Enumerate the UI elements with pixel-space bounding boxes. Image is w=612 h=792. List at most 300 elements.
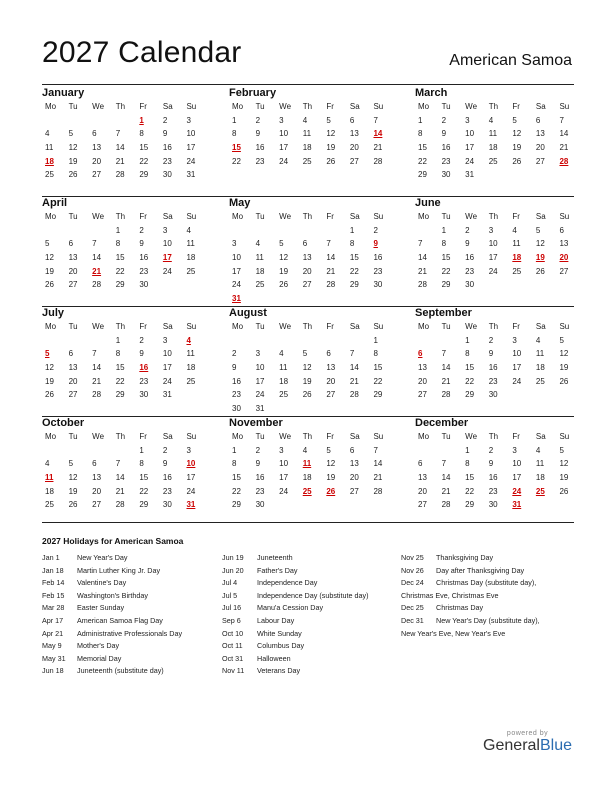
day-cell: 3 [186, 115, 191, 125]
day-cell: 20 [326, 376, 336, 386]
month-february [229, 86, 394, 168]
month-name: July [42, 307, 65, 319]
day-cell: 27 [349, 156, 359, 166]
weekday-label: Su [186, 322, 197, 331]
day-cell: 30 [255, 500, 265, 510]
weekday-label: Mo [45, 322, 57, 331]
day-cell: 14 [349, 363, 359, 373]
week-row [229, 457, 394, 471]
week-row [42, 334, 207, 348]
holiday-name: Independence Day (substitute day) [257, 590, 369, 600]
day-cell: 16 [441, 143, 451, 153]
day-cell: 10 [255, 363, 265, 373]
day-cell: 26 [559, 486, 569, 496]
day-cell: 24 [186, 486, 196, 496]
week-row [42, 498, 207, 512]
day-cell: 30 [162, 170, 172, 180]
holiday-date: Feb 14 [42, 578, 65, 588]
day-cell: 25 [535, 376, 545, 386]
day-cell: 21 [92, 376, 102, 386]
holiday-date: Jul 16 [222, 603, 242, 613]
day-cell: 7 [559, 115, 564, 125]
day-cell: 25 [302, 156, 312, 166]
holiday-day-cell: 11 [45, 473, 54, 483]
day-cell: 29 [441, 280, 451, 290]
week-row [229, 155, 394, 169]
weekday-label: Tu [441, 432, 451, 441]
week-row [415, 498, 580, 512]
month-name: October [42, 417, 85, 429]
day-cell: 14 [115, 143, 125, 153]
day-cell: 8 [349, 239, 355, 249]
weekday-label: Tu [68, 322, 78, 331]
day-cell: 20 [418, 486, 427, 496]
week-row [42, 278, 207, 292]
day-cell: 21 [373, 143, 383, 153]
day-cell: 20 [302, 266, 312, 276]
day-cell: 5 [559, 445, 564, 455]
weekday-label: We [465, 432, 478, 441]
week-row [42, 127, 207, 141]
holiday-item [42, 628, 182, 641]
week-row [42, 114, 207, 128]
holiday-date: Jan 1 [42, 553, 60, 562]
weekday-label: Fr [512, 322, 520, 331]
day-cell: 7 [373, 115, 378, 125]
day-cell [113, 114, 137, 128]
day-cell: 21 [441, 486, 451, 496]
month-january [42, 86, 207, 182]
day-cell: 17 [279, 473, 289, 483]
day-cell: 1 [115, 225, 121, 235]
day-cell [415, 444, 439, 458]
day-cell: 14 [115, 473, 125, 483]
day-cell: 21 [115, 486, 125, 496]
holiday-name: Columbus Day [257, 641, 305, 651]
day-cell: 1 [465, 335, 470, 345]
day-cell: 24 [279, 486, 289, 496]
week-row [415, 388, 580, 402]
day-cell: 29 [418, 170, 427, 180]
weekday-label: Su [373, 212, 384, 221]
day-cell [347, 334, 371, 348]
day-cell: 25 [45, 500, 54, 510]
week-row [42, 224, 207, 238]
day-cell: 30 [162, 500, 172, 510]
day-cell: 24 [512, 376, 522, 386]
week-row [415, 278, 580, 292]
holiday-item [42, 615, 182, 628]
row-divider [42, 522, 574, 523]
weekday-label: Fr [326, 102, 334, 111]
holiday-list [42, 536, 582, 676]
weekday-label: Su [559, 322, 570, 331]
day-cell [323, 224, 347, 238]
day-cell: 25 [512, 266, 522, 276]
week-row [415, 334, 580, 348]
weekday-label: Tu [441, 322, 451, 331]
day-cell: 18 [186, 363, 196, 373]
day-cell: 12 [45, 363, 54, 373]
day-cell: 11 [488, 129, 498, 139]
day-cell: 22 [139, 156, 149, 166]
day-cell: 2 [162, 445, 168, 455]
weekday-label: Mo [418, 432, 430, 441]
day-cell: 27 [68, 280, 78, 290]
holiday-item [222, 577, 368, 590]
weekday-label: Mo [418, 102, 430, 111]
holiday-date: Apr 17 [42, 615, 64, 625]
month-name: June [415, 197, 441, 209]
day-cell: 8 [441, 239, 447, 249]
day-cell: 2 [139, 335, 144, 345]
day-cell: 16 [488, 473, 498, 483]
day-cell [300, 498, 324, 512]
holiday-item [222, 653, 368, 666]
day-cell: 27 [349, 486, 359, 496]
day-cell: 15 [418, 143, 427, 153]
day-cell [509, 168, 533, 182]
week-row [415, 127, 580, 141]
holiday-item [222, 640, 368, 653]
week-row [415, 168, 580, 182]
holiday-day-cell: 24 [512, 486, 522, 496]
day-cell: 15 [373, 363, 383, 373]
week-row [415, 237, 580, 251]
holiday-day-cell: 25 [302, 486, 312, 496]
day-cell: 8 [232, 129, 237, 139]
day-cell: 11 [255, 253, 264, 263]
day-cell: 25 [255, 280, 265, 290]
day-cell [42, 444, 66, 458]
day-cell: 3 [279, 445, 284, 455]
day-cell: 25 [186, 376, 196, 386]
weekday-header [42, 210, 207, 224]
holiday-date: Nov 26 [401, 565, 424, 575]
weekday-label: Mo [45, 102, 57, 111]
day-cell: 11 [186, 239, 195, 249]
holiday-item [42, 565, 182, 578]
holiday-name: New Year's Day [77, 553, 128, 562]
holiday-item [222, 565, 368, 578]
weekday-label: Mo [418, 212, 430, 221]
weekday-label: Su [186, 102, 197, 111]
weekday-label: We [465, 322, 478, 331]
week-row [229, 114, 394, 128]
weekday-label: Tu [255, 322, 265, 331]
weekday-label: Sa [349, 432, 360, 441]
day-cell: 28 [418, 280, 427, 290]
weekday-label: Mo [45, 432, 57, 441]
day-cell: 29 [115, 280, 125, 290]
holiday-date: May 31 [42, 653, 66, 663]
day-cell: 23 [139, 266, 149, 276]
day-cell: 28 [349, 390, 359, 400]
weekday-label: Th [488, 322, 499, 331]
holiday-day-cell: 16 [139, 363, 149, 373]
holiday-name: Father's Day [257, 565, 298, 575]
holiday-name: American Samoa Flag Day [77, 615, 163, 625]
week-row [42, 388, 207, 402]
weekday-label: Th [115, 212, 126, 221]
day-cell [533, 278, 557, 292]
weekday-label: We [92, 432, 105, 441]
weekday-label: Sa [349, 102, 360, 111]
holiday-date: Oct 31 [222, 653, 244, 663]
month-may [229, 196, 394, 306]
day-cell: 27 [302, 280, 312, 290]
month-april [42, 196, 207, 292]
day-cell: 3 [186, 445, 191, 455]
day-cell: 3 [279, 115, 284, 125]
day-cell: 5 [326, 115, 331, 125]
week-row [42, 265, 207, 279]
weekday-label: Mo [232, 322, 244, 331]
holiday-name: Valentine's Day [77, 578, 127, 588]
day-cell: 17 [488, 253, 498, 263]
day-cell: 2 [488, 445, 494, 455]
day-cell: 13 [68, 363, 78, 373]
day-cell: 1 [373, 335, 378, 345]
holiday-day-cell: 19 [535, 253, 545, 263]
day-cell: 7 [115, 459, 121, 469]
day-cell: 22 [418, 156, 427, 166]
day-cell [556, 388, 580, 402]
day-cell: 16 [162, 473, 172, 483]
day-cell: 2 [162, 115, 168, 125]
holiday-name: Easter Sunday [77, 603, 125, 613]
weekday-label: Th [302, 212, 313, 221]
day-cell [556, 498, 580, 512]
holiday-column [42, 552, 182, 678]
day-cell: 17 [186, 473, 196, 483]
day-cell: 3 [488, 225, 494, 235]
day-cell: 14 [92, 363, 102, 373]
day-cell: 19 [559, 363, 569, 373]
month-october [42, 416, 207, 512]
holiday-name: Juneteenth [257, 553, 293, 562]
week-row [42, 141, 207, 155]
day-cell: 7 [441, 459, 447, 469]
day-cell: 24 [162, 376, 172, 386]
weekday-header [415, 100, 580, 114]
holiday-date: Jun 20 [222, 565, 244, 575]
day-cell: 15 [115, 253, 125, 263]
holiday-name: Veterans Day [257, 666, 301, 676]
day-cell: 24 [465, 156, 475, 166]
weekday-label: We [92, 322, 105, 331]
brand-logo [483, 737, 572, 755]
day-cell [229, 224, 253, 238]
day-cell: 18 [186, 253, 196, 263]
day-cell: 1 [349, 225, 355, 235]
month-december [415, 416, 580, 512]
day-cell: 20 [349, 143, 359, 153]
day-cell: 17 [279, 143, 289, 153]
day-cell: 7 [373, 445, 378, 455]
day-cell: 29 [373, 390, 383, 400]
day-cell: 11 [302, 129, 312, 139]
day-cell: 30 [488, 500, 498, 510]
day-cell: 10 [279, 129, 289, 139]
day-cell: 8 [373, 349, 378, 359]
weekday-header [42, 430, 207, 444]
day-cell: 23 [162, 156, 172, 166]
holiday-day-cell: 17 [162, 253, 172, 263]
weekday-label: Th [488, 212, 499, 221]
day-cell: 28 [115, 170, 125, 180]
week-row [229, 237, 394, 251]
day-cell: 13 [92, 473, 102, 483]
day-cell: 13 [535, 129, 545, 139]
day-cell: 1 [232, 445, 237, 455]
weekday-label: Fr [326, 322, 334, 331]
day-cell: 9 [465, 239, 470, 249]
day-cell: 29 [115, 390, 125, 400]
day-cell: 2 [255, 445, 261, 455]
holiday-day-cell: 20 [559, 253, 569, 263]
day-cell: 6 [349, 115, 355, 125]
holiday-item [222, 602, 368, 615]
weekday-label: Mo [232, 432, 244, 441]
day-cell [323, 498, 347, 512]
day-cell: 18 [535, 473, 545, 483]
day-cell: 27 [418, 500, 427, 510]
day-cell [370, 498, 394, 512]
holiday-item [42, 602, 182, 615]
day-cell: 4 [488, 115, 494, 125]
day-cell: 3 [232, 239, 237, 249]
day-cell: 9 [232, 363, 237, 373]
holiday-day-cell: 4 [186, 335, 191, 345]
day-cell [439, 334, 463, 348]
day-cell: 2 [232, 349, 237, 359]
day-cell: 19 [279, 266, 289, 276]
day-cell: 24 [162, 266, 172, 276]
day-cell: 28 [441, 390, 451, 400]
day-cell: 10 [279, 459, 289, 469]
day-cell: 5 [302, 349, 308, 359]
week-row [42, 361, 207, 375]
day-cell [323, 334, 347, 348]
weekday-label: Su [373, 102, 384, 111]
day-cell: 16 [255, 143, 265, 153]
day-cell: 10 [512, 459, 522, 469]
week-row [415, 457, 580, 471]
day-cell: 22 [115, 266, 125, 276]
holiday-date: Jun 18 [42, 666, 64, 676]
holiday-date: Nov 25 [401, 553, 424, 562]
day-cell [486, 278, 510, 292]
day-cell: 22 [232, 486, 241, 496]
weekday-header [42, 100, 207, 114]
holiday-day-cell: 28 [559, 156, 569, 166]
day-cell: 3 [255, 349, 261, 359]
day-cell: 12 [559, 349, 569, 359]
day-cell: 6 [559, 225, 564, 235]
day-cell: 9 [255, 459, 261, 469]
day-cell: 11 [45, 143, 54, 153]
day-cell [323, 292, 347, 306]
day-cell [253, 224, 277, 238]
day-cell [183, 388, 207, 402]
day-cell [370, 402, 394, 416]
day-cell [347, 292, 371, 306]
day-cell: 17 [465, 143, 475, 153]
day-cell: 21 [418, 266, 427, 276]
day-cell: 26 [559, 376, 569, 386]
weekday-label: We [279, 322, 292, 331]
month-name: January [42, 87, 85, 99]
day-cell: 21 [373, 473, 383, 483]
holiday-item [42, 577, 182, 590]
week-row [415, 444, 580, 458]
week-row [229, 361, 394, 375]
day-cell: 7 [418, 239, 423, 249]
holiday-date: Jan 18 [42, 565, 64, 575]
day-cell [300, 224, 324, 238]
weekday-label: We [279, 102, 292, 111]
holiday-item [222, 615, 368, 628]
holiday-day-cell: 15 [232, 143, 241, 153]
week-row [229, 292, 394, 306]
weekday-header [415, 210, 580, 224]
day-cell: 28 [92, 280, 102, 290]
day-cell: 19 [302, 376, 312, 386]
day-cell: 28 [373, 156, 383, 166]
weekday-label: Tu [441, 102, 451, 111]
day-cell: 13 [302, 253, 312, 263]
month-name: September [415, 307, 472, 319]
weekday-label: Su [559, 432, 570, 441]
day-cell [42, 334, 66, 348]
day-cell: 20 [535, 143, 545, 153]
day-cell: 18 [535, 363, 545, 373]
holiday-name: Day after Thanksgiving Day [436, 565, 525, 575]
weekday-header [229, 320, 394, 334]
weekday-header [229, 430, 394, 444]
month-name: August [229, 307, 267, 319]
weekday-label: Tu [68, 432, 78, 441]
holiday-date: Dec 24 [401, 578, 424, 588]
day-cell: 2 [373, 225, 378, 235]
day-cell: 2 [465, 225, 470, 235]
day-cell: 6 [349, 445, 355, 455]
day-cell: 7 [92, 349, 97, 359]
holiday-item [401, 602, 540, 615]
day-cell: 26 [535, 266, 545, 276]
holiday-item [222, 628, 368, 641]
day-cell: 22 [115, 376, 125, 386]
day-cell: 7 [92, 239, 97, 249]
weekday-label: Sa [349, 212, 360, 221]
day-cell: 19 [326, 143, 336, 153]
day-cell: 15 [349, 253, 359, 263]
day-cell [370, 292, 394, 306]
day-cell [276, 402, 300, 416]
holiday-name: Christmas Day [436, 603, 484, 613]
holiday-item [401, 615, 540, 628]
holiday-date: Jul 4 [222, 578, 238, 588]
holiday-day-cell: 21 [92, 266, 102, 276]
day-cell: 17 [512, 473, 522, 483]
day-cell: 4 [535, 335, 541, 345]
day-cell: 4 [255, 239, 261, 249]
holiday-day-cell: 14 [373, 129, 383, 139]
holiday-day-cell: 6 [418, 349, 423, 359]
month-name: April [42, 197, 68, 209]
day-cell [276, 498, 300, 512]
